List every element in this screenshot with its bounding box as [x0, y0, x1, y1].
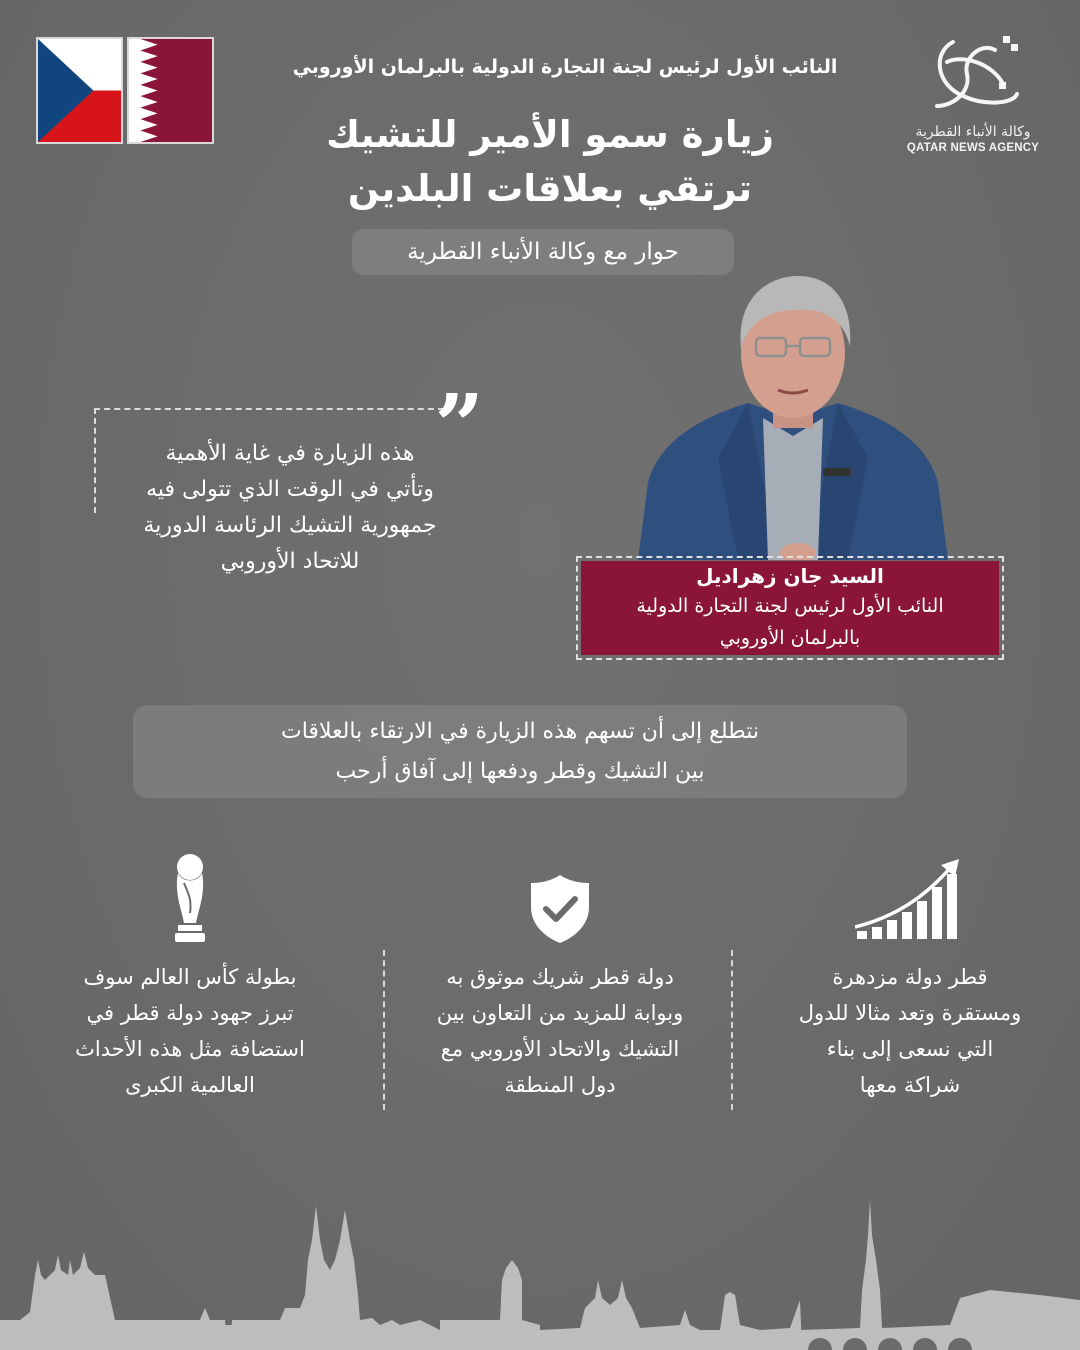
point-line: دول المنطقة	[504, 1073, 616, 1097]
statement-line-2: بين التشيك وقطر ودفعها إلى آفاق أرحب	[335, 758, 705, 784]
quote-line: هذه الزيارة في غاية الأهمية	[165, 441, 415, 466]
column-divider	[383, 950, 385, 1110]
subtitle: حوار مع وكالة الأنباء القطرية	[407, 239, 679, 265]
speaker-name: السيد جان زهراديل	[696, 564, 884, 588]
quote-frame-left-border	[94, 408, 96, 513]
column-divider	[731, 950, 733, 1110]
statement-line-1: نتطلع إلى أن تسهم هذه الزيارة في الارتقاء بالعلاقات	[281, 718, 759, 744]
speaker-name-card	[576, 556, 1004, 660]
quote-line: للاتحاد الأوروبي	[220, 549, 360, 574]
header-kicker: النائب الأول لرئيس لجنة التجارة الدولية بالبرلمان الأوروبي	[292, 56, 838, 78]
portrait-photo	[628, 268, 958, 560]
point-trusted-partner	[400, 845, 720, 1115]
quote-text	[110, 436, 470, 580]
point-world-cup	[40, 845, 340, 1115]
point-line: بطولة كأس العالم سوف	[83, 965, 297, 989]
point-line: التي نسعى إلى بناء	[826, 1037, 994, 1061]
qatar-flag-icon	[129, 39, 212, 142]
point-line: قطر دولة مزدهرة	[832, 965, 988, 989]
speaker-role-line-2: بالبرلمان الأوروبي	[719, 627, 861, 649]
shield-check-icon	[529, 873, 591, 945]
prague-skyline-illustration	[0, 1180, 1080, 1350]
point-prosperity	[770, 845, 1050, 1115]
czech-flag	[36, 37, 123, 144]
quote-line: جمهورية التشيك الرئاسة الدورية	[143, 513, 437, 538]
quotation-mark-icon: ”	[434, 376, 484, 477]
point-line: شراكة معها	[859, 1073, 961, 1097]
logo-arabic-text: وكالة الأنباء القطرية	[915, 124, 1031, 140]
speaker-portrait	[628, 268, 958, 560]
page-title	[280, 108, 820, 216]
logo-english-text: QATAR NEWS AGENCY	[906, 142, 1040, 154]
qna-atom-logo-icon	[923, 34, 1023, 114]
qatar-flag	[127, 37, 214, 144]
point-line: التشيك والاتحاد الأوروبي مع	[440, 1037, 680, 1061]
world-cup-trophy-icon	[170, 853, 210, 945]
point-line: ومستقرة وتعد مثالا للدول	[798, 1001, 1022, 1025]
statement-box	[133, 705, 907, 798]
point-line: وبوابة للمزيد من التعاون بين	[436, 1001, 684, 1025]
czech-flag-icon	[38, 39, 121, 142]
prague-skyline	[0, 1180, 1080, 1350]
speaker-name-card-inner	[581, 561, 999, 655]
growth-chart-icon	[855, 857, 965, 945]
quote-line: وتأتي في الوقت الذي تتولى فيه	[146, 477, 434, 502]
point-line: دولة قطر شريك موثوق به	[446, 965, 674, 989]
title-line-2: ترتقي بعلاقات البلدين	[347, 167, 753, 210]
qna-logo	[900, 34, 1046, 154]
point-line: تبرز جهود دولة قطر في	[86, 1001, 294, 1025]
point-line: العالمية الكبرى	[125, 1073, 255, 1097]
speaker-role-line-1: النائب الأول لرئيس لجنة التجارة الدولية	[636, 595, 944, 617]
quote-frame-top-border	[94, 408, 444, 410]
title-line-1: زيارة سمو الأمير للتشيك	[326, 113, 774, 156]
point-line: استضافة مثل هذه الأحداث	[75, 1037, 305, 1061]
